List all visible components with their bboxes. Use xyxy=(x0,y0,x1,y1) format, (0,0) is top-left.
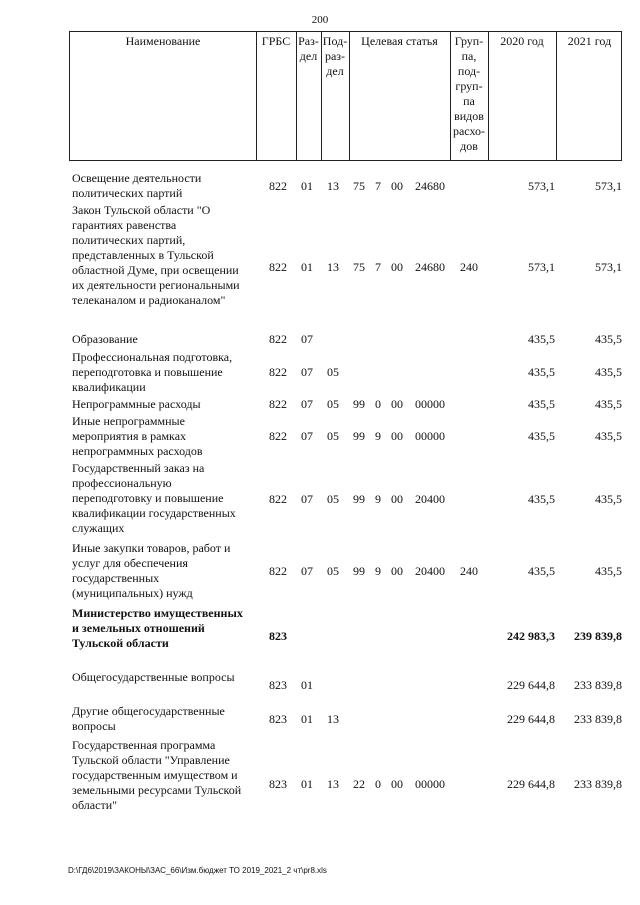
cell-t1: 22 xyxy=(353,777,365,791)
row-name: Государственная программа Тульской области "Управление государственным имуществом и земельными ресурсами Тульской области" xyxy=(72,738,242,812)
cell-t3: 00 xyxy=(391,260,403,274)
cell-t3: 00 xyxy=(391,564,403,578)
cell-t1: 75 xyxy=(353,260,365,274)
header-grbs: ГРБС xyxy=(261,34,291,48)
row-name: Другие общегосударственные вопросы xyxy=(72,704,225,733)
cell-rz: 01 xyxy=(301,678,313,692)
cell-rz: 07 xyxy=(301,492,313,506)
cell-v2021: 435,5 xyxy=(595,492,622,506)
cell-t1: 99 xyxy=(353,492,365,506)
divider xyxy=(488,32,489,160)
cell-v2021: 233 839,8 xyxy=(574,712,622,726)
cell-t2: 0 xyxy=(375,397,381,411)
cell-t2: 7 xyxy=(375,179,381,193)
row-name: Иные закупки товаров, работ и услуг для обеспечения государственных (муниципальных) нужд xyxy=(72,541,231,600)
divider xyxy=(256,32,257,160)
cell-v2021: 435,5 xyxy=(595,429,622,443)
cell-grbs: 822 xyxy=(269,260,287,274)
cell-t4: 00000 xyxy=(415,397,445,411)
cell-v2020: 573,1 xyxy=(528,179,555,193)
cell-grbs: 822 xyxy=(269,492,287,506)
cell-pr: 05 xyxy=(327,492,339,506)
header-podrazdel: Под- раз- дел xyxy=(322,34,348,78)
cell-t2: 9 xyxy=(375,492,381,506)
header-razdel: Раз- дел xyxy=(298,34,319,63)
row-name: Иные непрограммные мероприятия в рамках непрограммных расходов xyxy=(72,414,203,458)
cell-t4: 24680 xyxy=(415,260,445,274)
cell-pr: 05 xyxy=(327,397,339,411)
cell-pr: 13 xyxy=(327,179,339,193)
cell-grbs: 822 xyxy=(269,365,287,379)
row-name: Министерство имущественных и земельных отношений Тульской области xyxy=(72,606,243,650)
cell-v2020: 435,5 xyxy=(528,429,555,443)
cell-v2021: 435,5 xyxy=(595,332,622,346)
cell-rz: 07 xyxy=(301,332,313,346)
cell-rz: 07 xyxy=(301,429,313,443)
cell-t4: 00000 xyxy=(415,777,445,791)
cell-grbs: 822 xyxy=(269,564,287,578)
cell-v2020: 435,5 xyxy=(528,564,555,578)
divider xyxy=(349,32,350,160)
row-name: Закон Тульской области "О гарантиях равенства политических партий, представленных в Тульской областной Думе, при освещении их деятельности региональными телеканалом и радиоканалом" xyxy=(72,203,240,307)
cell-rz: 01 xyxy=(301,260,313,274)
cell-v2020: 435,5 xyxy=(528,365,555,379)
cell-t4: 24680 xyxy=(415,179,445,193)
cell-grbs: 823 xyxy=(269,678,287,692)
row-name: Государственный заказ на профессиональную переподготовку и повышение квалификации государственных служащих xyxy=(72,461,236,535)
cell-pr: 13 xyxy=(327,712,339,726)
divider xyxy=(556,32,557,160)
table-header xyxy=(69,31,622,161)
row-name: Непрограммные расходы xyxy=(72,397,201,411)
cell-v2020: 573,1 xyxy=(528,260,555,274)
cell-t3: 00 xyxy=(391,179,403,193)
cell-v2021: 435,5 xyxy=(595,397,622,411)
cell-t3: 00 xyxy=(391,429,403,443)
cell-t4: 00000 xyxy=(415,429,445,443)
cell-v2020: 435,5 xyxy=(528,397,555,411)
cell-v2020: 229 644,8 xyxy=(507,777,555,791)
cell-v2021: 573,1 xyxy=(595,179,622,193)
cell-pr: 05 xyxy=(327,564,339,578)
cell-rz: 01 xyxy=(301,712,313,726)
row-name: Общегосударственные вопросы xyxy=(72,670,235,684)
cell-t4: 20400 xyxy=(415,492,445,506)
cell-t2: 0 xyxy=(375,777,381,791)
header-target: Целевая статья xyxy=(361,34,438,48)
row-name: Освещение деятельности политических партий xyxy=(72,171,202,200)
header-2020: 2020 год xyxy=(500,34,544,48)
cell-pr: 13 xyxy=(327,260,339,274)
cell-v2020: 229 644,8 xyxy=(507,678,555,692)
cell-v2021: 435,5 xyxy=(595,365,622,379)
cell-t4: 20400 xyxy=(415,564,445,578)
cell-v2021: 573,1 xyxy=(595,260,622,274)
cell-vr: 240 xyxy=(460,564,478,578)
cell-v2020: 435,5 xyxy=(528,332,555,346)
cell-rz: 01 xyxy=(301,777,313,791)
cell-t1: 99 xyxy=(353,397,365,411)
cell-t3: 00 xyxy=(391,397,403,411)
cell-vr: 240 xyxy=(460,260,478,274)
cell-grbs: 823 xyxy=(269,629,287,643)
cell-grbs: 823 xyxy=(269,777,287,791)
cell-t3: 00 xyxy=(391,492,403,506)
cell-v2021: 233 839,8 xyxy=(574,777,622,791)
cell-pr: 05 xyxy=(327,365,339,379)
cell-pr: 05 xyxy=(327,429,339,443)
cell-t2: 9 xyxy=(375,429,381,443)
cell-v2020: 242 983,3 xyxy=(507,629,555,643)
cell-rz: 07 xyxy=(301,365,313,379)
cell-t1: 75 xyxy=(353,179,365,193)
cell-rz: 07 xyxy=(301,564,313,578)
cell-t3: 00 xyxy=(391,777,403,791)
cell-grbs: 822 xyxy=(269,397,287,411)
header-2021: 2021 год xyxy=(567,34,612,48)
cell-t1: 99 xyxy=(353,564,365,578)
cell-t1: 99 xyxy=(353,429,365,443)
cell-grbs: 822 xyxy=(269,429,287,443)
header-group: Груп- па, под- груп- па видов расхо- дов xyxy=(452,34,486,153)
cell-v2021: 233 839,8 xyxy=(574,678,622,692)
header-name: Наименование xyxy=(125,34,201,48)
cell-v2021: 435,5 xyxy=(595,564,622,578)
cell-t2: 9 xyxy=(375,564,381,578)
row-name: Профессиональная подготовка, переподготовка и повышение квалификации xyxy=(72,350,233,394)
page-number: 200 xyxy=(311,14,329,26)
cell-rz: 01 xyxy=(301,179,313,193)
cell-v2020: 229 644,8 xyxy=(507,712,555,726)
footer-file-path: D:\ГД6\2019\ЗАКОНЫ\ЗАС_66\Изм.бюджет ТО 2019_2021_2 чт\pr8.xls xyxy=(68,866,327,875)
cell-rz: 07 xyxy=(301,397,313,411)
cell-grbs: 822 xyxy=(269,332,287,346)
row-name: Образование xyxy=(72,332,138,346)
cell-pr: 13 xyxy=(327,777,339,791)
cell-grbs: 823 xyxy=(269,712,287,726)
cell-v2021: 239 839,8 xyxy=(574,629,622,643)
cell-t2: 7 xyxy=(375,260,381,274)
cell-v2020: 435,5 xyxy=(528,492,555,506)
cell-grbs: 822 xyxy=(269,179,287,193)
